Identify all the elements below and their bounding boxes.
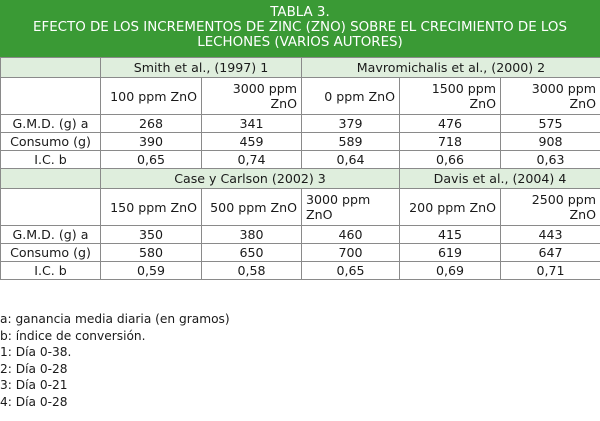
dose-row xyxy=(1,189,600,226)
table-title-line-2: LECHONES (VARIOS AUTORES) xyxy=(197,35,403,50)
value-cell: 589 xyxy=(302,133,400,151)
row-label: Consumo (g) xyxy=(1,244,101,262)
study-davis: Davis et al., (2004) 4 xyxy=(400,169,600,189)
dose-cell: 3000 ppm ZnO xyxy=(202,78,302,115)
row-label: I.C. b xyxy=(1,151,101,169)
value-cell: 380 xyxy=(202,226,302,244)
value-cell: 650 xyxy=(202,244,302,262)
value-cell: 0,63 xyxy=(501,151,600,169)
row-label: G.M.D. (g) a xyxy=(1,115,101,133)
table-title-line-1: EFECTO DE LOS INCREMENTOS DE ZINC (ZNO) SOBRE EL CRECIMIENTO DE LOS xyxy=(33,20,567,35)
value-cell: 390 xyxy=(101,133,202,151)
value-cell: 700 xyxy=(302,244,400,262)
study-header-row xyxy=(1,169,600,189)
value-cell: 415 xyxy=(400,226,501,244)
dose-cell: 500 ppm ZnO xyxy=(202,189,302,226)
footnote-2: 2: Día 0-28 xyxy=(0,361,68,376)
footnote-4: 4: Día 0-28 xyxy=(0,394,68,409)
value-cell: 0,66 xyxy=(400,151,501,169)
value-cell: 908 xyxy=(501,133,600,151)
footnotes xyxy=(0,311,230,411)
dose-cell: 200 ppm ZnO xyxy=(400,189,501,226)
value-cell: 459 xyxy=(202,133,302,151)
value-cell: 0,65 xyxy=(101,151,202,169)
row-label: G.M.D. (g) a xyxy=(1,226,101,244)
value-cell: 268 xyxy=(101,115,202,133)
value-cell: 575 xyxy=(501,115,600,133)
dose-cell: 1500 ppm ZnO xyxy=(400,78,501,115)
value-cell: 379 xyxy=(302,115,400,133)
dose-cell: 0 ppm ZnO xyxy=(302,78,400,115)
study-header-row xyxy=(1,58,600,78)
value-cell: 718 xyxy=(400,133,501,151)
table-row xyxy=(1,151,600,169)
footnote-a: a: ganancia media diaria (en gramos) xyxy=(0,312,230,326)
table-row xyxy=(1,133,600,151)
footnote-3: 3: Día 0-21 xyxy=(0,378,68,393)
value-cell: 0,74 xyxy=(202,151,302,169)
dose-cell: 3000 ppm ZnO xyxy=(501,78,600,115)
value-cell: 0,69 xyxy=(400,262,501,280)
value-cell: 619 xyxy=(400,244,501,262)
value-cell: 443 xyxy=(501,226,600,244)
value-cell: 647 xyxy=(501,244,600,262)
study-smith: Smith et al., (1997) 1 xyxy=(101,58,302,78)
table-title-banner xyxy=(0,0,600,57)
value-cell: 350 xyxy=(101,226,202,244)
value-cell: 341 xyxy=(202,115,302,133)
study-mavromichalis: Mavromichalis et al., (2000) 2 xyxy=(302,58,600,78)
value-cell: 580 xyxy=(101,244,202,262)
value-cell: 460 xyxy=(302,226,400,244)
table-row xyxy=(1,115,600,133)
footnote-b: b: índice de conversión. xyxy=(0,328,146,343)
study-case-carlson: Case y Carlson (2002) 3 xyxy=(101,169,400,189)
row-label: Consumo (g) xyxy=(1,133,101,151)
table-row xyxy=(1,262,600,280)
dose-corner-cell xyxy=(1,78,101,115)
dose-cell: 100 ppm ZnO xyxy=(101,78,202,115)
dose-row xyxy=(1,78,600,115)
value-cell: 0,58 xyxy=(202,262,302,280)
value-cell: 0,65 xyxy=(302,262,400,280)
table-row xyxy=(1,226,600,244)
table-number: TABLA 3. xyxy=(270,5,330,20)
table-row xyxy=(1,244,600,262)
dose-cell: 2500 ppm ZnO xyxy=(501,189,600,226)
corner-cell xyxy=(1,169,101,189)
value-cell: 0,59 xyxy=(101,262,202,280)
dose-cell: 150 ppm ZnO xyxy=(101,189,202,226)
zinc-growth-table xyxy=(0,57,600,280)
corner-cell xyxy=(1,58,101,78)
row-label: I.C. b xyxy=(1,262,101,280)
dose-cell: 3000 ppm ZnO xyxy=(302,189,400,226)
value-cell: 476 xyxy=(400,115,501,133)
value-cell: 0,71 xyxy=(501,262,600,280)
footnote-1: 1: Día 0-38. xyxy=(0,345,72,360)
value-cell: 0,64 xyxy=(302,151,400,169)
dose-corner-cell xyxy=(1,189,101,226)
